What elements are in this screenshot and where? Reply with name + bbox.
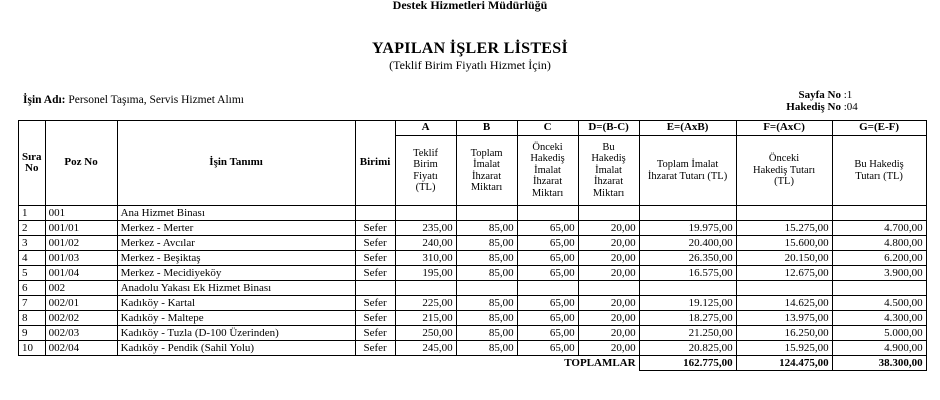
- cell-birim: [355, 206, 395, 221]
- cell-poz: 002/01: [45, 296, 117, 311]
- table-row: [19, 221, 927, 236]
- cell-tanim: Kadıköy - Tuzla (D-100 Üzerinden): [117, 326, 355, 341]
- page-label: Sayfa No: [798, 89, 841, 101]
- cell-c: 65,00: [517, 236, 578, 251]
- col-letter-g: G=(E-F): [832, 121, 926, 136]
- col-letter-b: B: [456, 121, 517, 136]
- cell-tanim: Ana Hizmet Binası: [117, 206, 355, 221]
- page-number: [779, 89, 852, 101]
- col-a: [395, 136, 456, 206]
- page-value: :1: [843, 89, 853, 101]
- cell-g: 4.300,00: [832, 311, 926, 326]
- cell-b: 85,00: [456, 341, 517, 356]
- col-f-label: Önceki Hakediş Tutarı (TL): [752, 153, 816, 188]
- cell-b: 85,00: [456, 236, 517, 251]
- cell-poz: 001/01: [45, 221, 117, 236]
- cell-sira: 2: [19, 221, 46, 236]
- cell-d: 20,00: [578, 326, 639, 341]
- table-row: [19, 326, 927, 341]
- cell-poz: 002/03: [45, 326, 117, 341]
- cell-birim: Sefer: [355, 296, 395, 311]
- cell-poz: 002: [45, 281, 117, 296]
- cell-f: 15.275,00: [736, 221, 832, 236]
- cell-g: 3.900,00: [832, 266, 926, 281]
- table-row: [19, 251, 927, 266]
- cell-f: [736, 206, 832, 221]
- department-name: Destek Hizmetleri Müdürlüğü: [392, 0, 548, 12]
- col-g-label: Bu Hakediş Tutarı (TL): [854, 159, 904, 182]
- col-b-label: Toplam İmalat İhzarat Miktarı: [470, 147, 503, 193]
- cell-tanim: Kadıköy - Pendik (Sahil Yolu): [117, 341, 355, 356]
- col-letter-e: E=(AxB): [639, 121, 736, 136]
- cell-a: 245,00: [395, 341, 456, 356]
- col-f: [736, 136, 832, 206]
- cell-f: 12.675,00: [736, 266, 832, 281]
- col-e: [639, 136, 736, 206]
- col-e-label: Toplam İmalat İhzarat Tutarı (TL): [647, 159, 728, 182]
- cell-birim: Sefer: [355, 221, 395, 236]
- column-letter-row: [19, 121, 927, 136]
- col-d: [578, 136, 639, 206]
- cell-d: 20,00: [578, 221, 639, 236]
- cell-b: 85,00: [456, 266, 517, 281]
- cell-tanim: Kadıköy - Kartal: [117, 296, 355, 311]
- col-g: [832, 136, 926, 206]
- cell-poz: 002/04: [45, 341, 117, 356]
- col-c: [517, 136, 578, 206]
- col-sira: Sıra No: [19, 121, 46, 206]
- table-row: [19, 206, 927, 221]
- col-d-label: Bu Hakediş İmalat İhzarat Miktarı: [591, 141, 626, 199]
- table-row: [19, 266, 927, 281]
- cell-c: [517, 206, 578, 221]
- total-e: 162.775,00: [639, 356, 736, 371]
- cell-e: 20.825,00: [639, 341, 736, 356]
- col-birim: Birimi: [355, 121, 395, 206]
- cell-poz: 001/04: [45, 266, 117, 281]
- cell-birim: Sefer: [355, 341, 395, 356]
- job-value: Personel Taşıma, Servis Hizmet Alımı: [68, 94, 245, 106]
- cell-d: 20,00: [578, 236, 639, 251]
- totals-label: TOPLAMLAR: [564, 357, 636, 370]
- cell-f: 16.250,00: [736, 326, 832, 341]
- cell-a: 225,00: [395, 296, 456, 311]
- cell-a: 240,00: [395, 236, 456, 251]
- cell-g: 5.000,00: [832, 326, 926, 341]
- cell-d: 20,00: [578, 311, 639, 326]
- cell-a: 310,00: [395, 251, 456, 266]
- table-row: [19, 281, 927, 296]
- job-label: İşin Adı:: [23, 94, 66, 106]
- cell-a: 235,00: [395, 221, 456, 236]
- cell-d: [578, 281, 639, 296]
- table-row: [19, 311, 927, 326]
- col-tanim: İşin Tanımı: [117, 121, 355, 206]
- cell-b: 85,00: [456, 296, 517, 311]
- cell-d: 20,00: [578, 341, 639, 356]
- progress-number: [779, 101, 858, 113]
- cell-tanim: Merkez - Mecidiyeköy: [117, 266, 355, 281]
- cell-g: [832, 206, 926, 221]
- cell-d: 20,00: [578, 251, 639, 266]
- table-row: [19, 341, 927, 356]
- cell-birim: [355, 281, 395, 296]
- cell-a: 215,00: [395, 311, 456, 326]
- cell-b: 85,00: [456, 251, 517, 266]
- cell-d: [578, 206, 639, 221]
- cell-f: 15.925,00: [736, 341, 832, 356]
- cell-e: 19.125,00: [639, 296, 736, 311]
- cell-f: 15.600,00: [736, 236, 832, 251]
- cell-f: [736, 281, 832, 296]
- cell-c: 65,00: [517, 296, 578, 311]
- cell-tanim: Merkez - Merter: [117, 221, 355, 236]
- col-letter-c: C: [517, 121, 578, 136]
- progress-label: Hakediş No: [786, 101, 841, 113]
- col-b: [456, 136, 517, 206]
- col-c-label: Önceki Hakediş İmalat İhzarat Miktarı: [530, 141, 565, 199]
- cell-a: [395, 281, 456, 296]
- cell-birim: Sefer: [355, 326, 395, 341]
- cell-sira: 5: [19, 266, 46, 281]
- cell-sira: 4: [19, 251, 46, 266]
- work-list-table: [18, 120, 927, 371]
- cell-g: 4.800,00: [832, 236, 926, 251]
- cell-poz: 001: [45, 206, 117, 221]
- cell-e: [639, 281, 736, 296]
- cell-e: 16.575,00: [639, 266, 736, 281]
- cell-birim: Sefer: [355, 251, 395, 266]
- cell-f: 13.975,00: [736, 311, 832, 326]
- cell-b: [456, 281, 517, 296]
- progress-value: :04: [843, 101, 858, 113]
- cell-e: 26.350,00: [639, 251, 736, 266]
- cell-b: 85,00: [456, 311, 517, 326]
- cell-f: 14.625,00: [736, 296, 832, 311]
- table-row: [19, 236, 927, 251]
- cell-d: 20,00: [578, 266, 639, 281]
- cell-g: 6.200,00: [832, 251, 926, 266]
- cell-g: [832, 281, 926, 296]
- cell-b: 85,00: [456, 221, 517, 236]
- totals-row: [19, 356, 927, 371]
- cell-b: [456, 206, 517, 221]
- cell-tanim: Merkez - Beşiktaş: [117, 251, 355, 266]
- col-poz: Poz No: [45, 121, 117, 206]
- cell-e: 21.250,00: [639, 326, 736, 341]
- cell-g: 4.700,00: [832, 221, 926, 236]
- cell-sira: 1: [19, 206, 46, 221]
- cell-c: [517, 281, 578, 296]
- cell-sira: 7: [19, 296, 46, 311]
- page-title: YAPILAN İŞLER LİSTESİ: [371, 40, 568, 57]
- cell-d: 20,00: [578, 296, 639, 311]
- cell-c: 65,00: [517, 251, 578, 266]
- cell-tanim: Anadolu Yakası Ek Hizmet Binası: [117, 281, 355, 296]
- table-row: [19, 296, 927, 311]
- cell-e: [639, 206, 736, 221]
- col-letter-f: F=(AxC): [736, 121, 832, 136]
- cell-birim: Sefer: [355, 266, 395, 281]
- cell-sira: 6: [19, 281, 46, 296]
- cell-a: 250,00: [395, 326, 456, 341]
- total-f: 124.475,00: [736, 356, 832, 371]
- cell-f: 20.150,00: [736, 251, 832, 266]
- cell-birim: Sefer: [355, 311, 395, 326]
- total-g: 38.300,00: [832, 356, 926, 371]
- cell-c: 65,00: [517, 221, 578, 236]
- cell-c: 65,00: [517, 341, 578, 356]
- cell-g: 4.500,00: [832, 296, 926, 311]
- col-letter-a: A: [395, 121, 456, 136]
- cell-g: 4.900,00: [832, 341, 926, 356]
- cell-sira: 9: [19, 326, 46, 341]
- col-a-label: Teklif Birim Fiyatı (TL): [413, 147, 439, 193]
- cell-c: 65,00: [517, 266, 578, 281]
- cell-poz: 001/03: [45, 251, 117, 266]
- cell-sira: 3: [19, 236, 46, 251]
- cell-sira: 8: [19, 311, 46, 326]
- cell-e: 19.975,00: [639, 221, 736, 236]
- cell-a: [395, 206, 456, 221]
- cell-c: 65,00: [517, 311, 578, 326]
- cell-e: 18.275,00: [639, 311, 736, 326]
- page-subtitle: (Teklif Birim Fiyatlı Hizmet İçin): [389, 58, 551, 72]
- cell-b: 85,00: [456, 326, 517, 341]
- cell-tanim: Kadıköy - Maltepe: [117, 311, 355, 326]
- cell-tanim: Merkez - Avcılar: [117, 236, 355, 251]
- cell-sira: 10: [19, 341, 46, 356]
- cell-e: 20.400,00: [639, 236, 736, 251]
- cell-c: 65,00: [517, 326, 578, 341]
- col-letter-d: D=(B-C): [578, 121, 639, 136]
- cell-a: 195,00: [395, 266, 456, 281]
- cell-poz: 001/02: [45, 236, 117, 251]
- job-name: [23, 94, 244, 106]
- cell-birim: Sefer: [355, 236, 395, 251]
- cell-poz: 002/02: [45, 311, 117, 326]
